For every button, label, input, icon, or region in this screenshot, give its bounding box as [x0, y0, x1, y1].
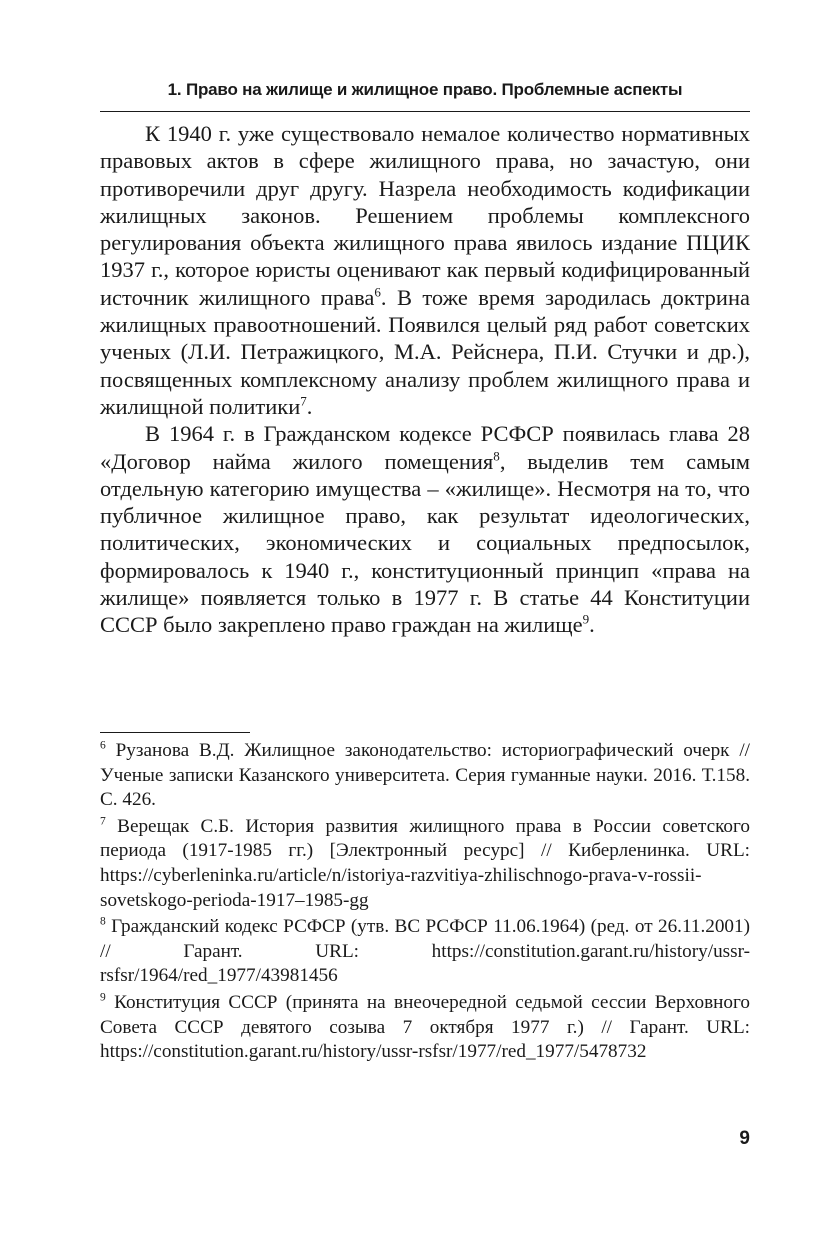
footnote-number: 6 [100, 739, 106, 752]
paragraph-2-text-a: В 1964 г. в Гражданском кодексе РСФСР появилась глава 28 «Договор найма жилого помещения [100, 421, 750, 474]
footnote-number: 7 [100, 815, 106, 828]
paragraph-2 [100, 420, 750, 638]
footnote-8 [100, 915, 750, 989]
footnote-9 [100, 991, 750, 1065]
page-number: 9 [739, 1128, 750, 1149]
paragraph-2-text-c: . [589, 612, 595, 638]
footnote-text: Конституция СССР (принята на внеочередной седьмой сессии Верховного Совета СССР девятого созыва 7 октября 1977 г.) // Гарант. URL: https://constitution.garant.ru/history/ussr-rsfsr/1977/red_1977/5478732 [100, 991, 750, 1063]
footnote-ref-7[interactable]: 7 [300, 393, 307, 409]
header-rule [100, 111, 750, 112]
main-text [100, 120, 750, 639]
footnotes [100, 739, 750, 1067]
footnote-ref-8[interactable]: 8 [493, 448, 500, 464]
footnote-ref-9[interactable]: 9 [582, 611, 590, 627]
footnote-text: Верещак С.Б. История развития жилищного права в России советского периода (1917-1985 гг.) [Электронный ресурс] // Киберленинка. URL: https://cyberleninka.ru/article/n/istoriya-razvitiya-zhilischnogo-prava-v-rossii-sovetskogo-perioda-1917–1985-gg [100, 815, 751, 911]
footnote-text: Рузанова В.Д. Жилищное законодательство: историографический очерк // Ученые записки Казанского университета. Серия гуманные науки. 2016. Т.158. С. 426. [100, 740, 750, 811]
footnote-separator [100, 732, 250, 733]
footnote-number: 9 [100, 991, 106, 1004]
running-title: 1. Право на жилище и жилищное право. Проблемные аспекты [167, 80, 683, 99]
paragraph-1-text-a: К 1940 г. уже существовало немалое количество нормативных правовых актов в сфере жилищного права, но зачастую, они противоречили друг другу. Назрела необходимость кодификации жилищных законов. Решением проблемы комплексного регулирования объекта жилищного права явилось издание ПЦИК 1937 г., которое юристы оценивают как первый кодифицированный источник жилищного права [100, 121, 750, 310]
paragraph-1-text-c: . [306, 393, 313, 419]
paragraph-1 [100, 120, 750, 420]
footnote-6 [100, 739, 750, 813]
paragraph-2-text-b: , выделив тем самым отдельную категорию имущества – «жилище». Несмотря на то, что публичное жилищное право, как результат идеологических, политических, экономических и социальных предпосылок, формировалось к 1940 г., конституционный принцип «права на жилище» появляется только в 1977 г. В статье 44 Конституции СССР было закреплено право граждан на жилище [100, 448, 750, 638]
footnote-number: 8 [100, 915, 106, 928]
footnote-7 [100, 815, 750, 913]
footnote-ref-6[interactable]: 6 [374, 284, 381, 300]
footnote-text: Гражданский кодекс РСФСР (утв. ВС РСФСР 11.06.1964) (ред. от 26.11.2001) // Гарант. URL: https://constitution.garant.ru/history/ussr-rsfsr/1964/red_1977/43981456 [100, 916, 750, 987]
paragraph-1-text-b: . В тоже время зародилась доктрина жилищных правоотношений. Появился целый ряд работ советских ученых (Л.И. Петражицкого, М.А. Рейснера, П.И. Стучки и др.), посвященных комплексному анализу проблем жилищного права и жилищной политики [100, 284, 750, 419]
